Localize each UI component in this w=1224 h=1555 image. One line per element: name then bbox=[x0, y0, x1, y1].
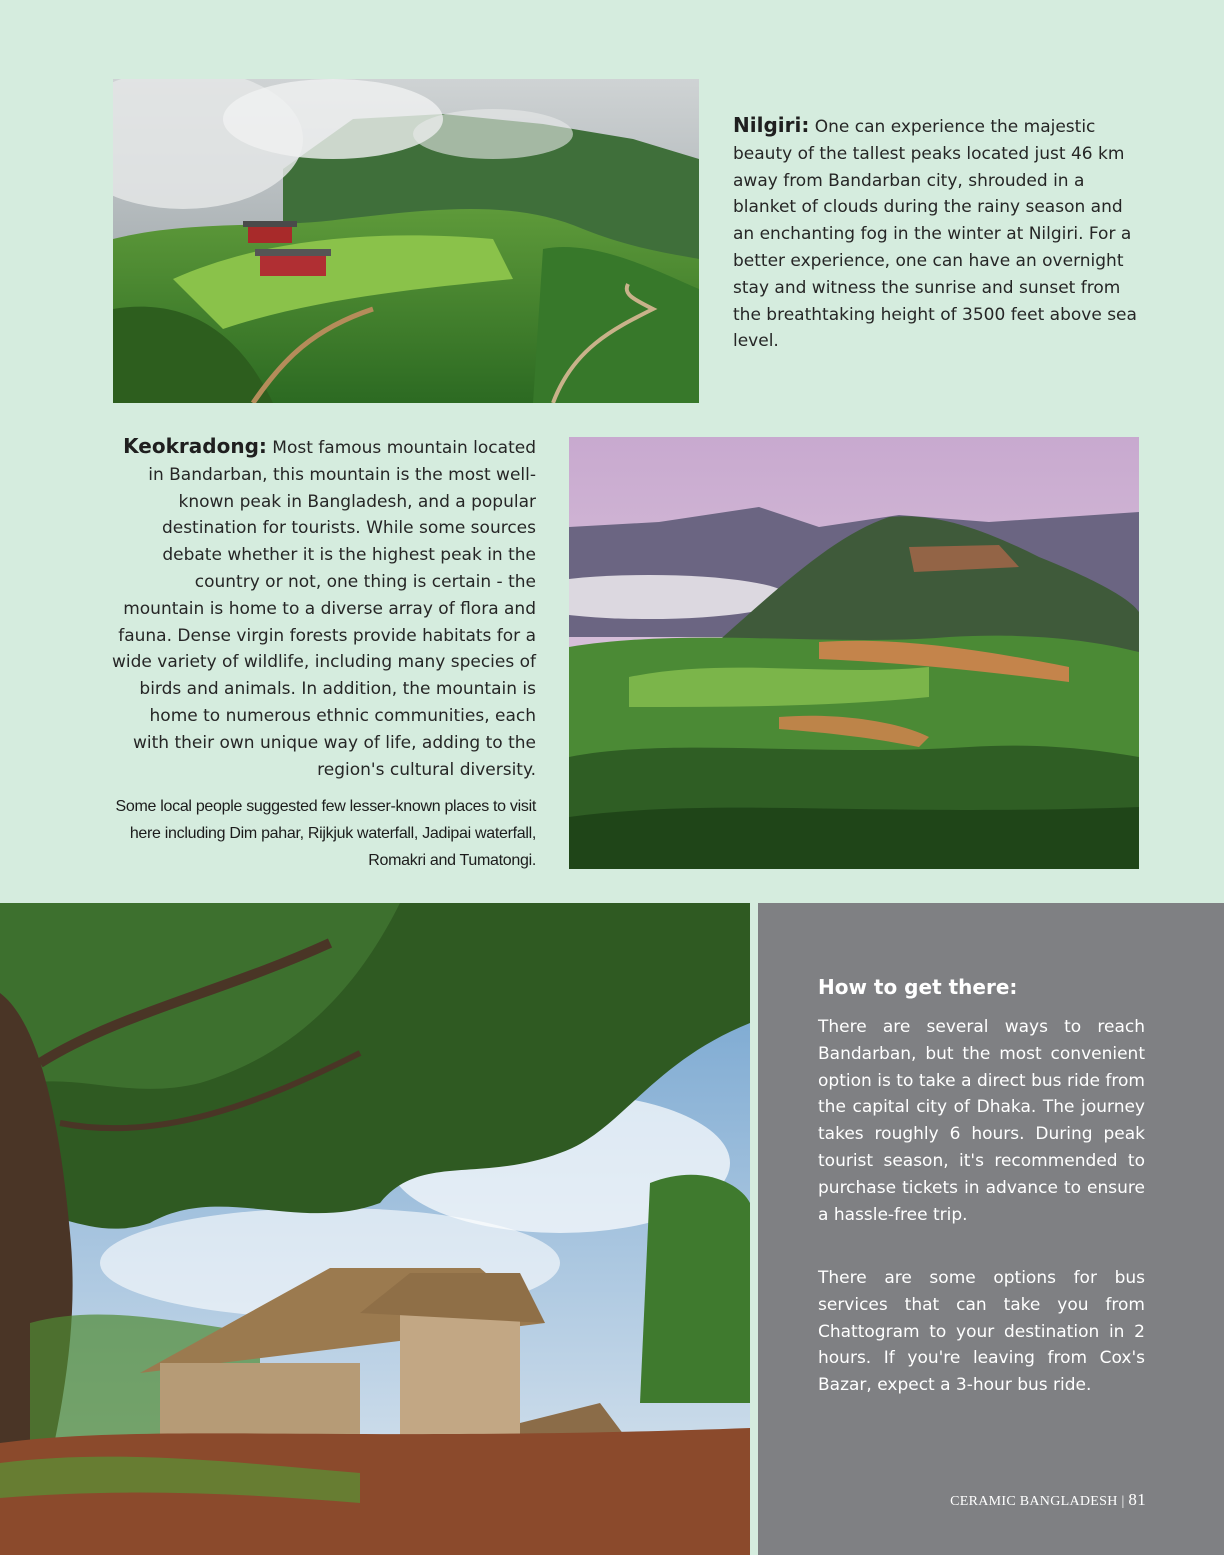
keokradong-body: Most famous mountain located in Bandarban, this mountain is the most well-known peak in Bangladesh, and a popular destination for tourists. While some sources debate whether it is the highest peak in the country or not, one thing is certain - the mountain is home to a diverse array of flora and fauna. Dense virgin forests provide habitats for a wide variety of wildlife, including many species of birds and animals. In addition, the mountain is home to numerous ethnic communities, each with their own unique way of life, adding to the region's cultural diversity. bbox=[112, 438, 537, 780]
magazine-name: CERAMIC BANGLADESH bbox=[950, 1494, 1118, 1509]
nilgiri-body: One can experience the majestic beauty of the tallest peaks located just 46 km away from Bandarban city, shrouded in a blanket of clouds during the rainy season and an enchanting fog in the winter at Nilgiri. For a better experience, one can have an overnight stay and witness the sunrise and sunset from the breathtaking height of 3500 feet above sea level. bbox=[733, 117, 1137, 352]
local-places-note: Some local people suggested few lesser-known places to visit here including Dim pahar, Rijkjuk waterfall, Jadipai waterfall, Romakri and Tumatongi. bbox=[115, 798, 536, 869]
how-to-paragraph-2: There are some options for bus services that can take you from Chattogram to your destination in 2 hours. If you're leaving from Cox's Bazar, expect a 3-hour bus ride. bbox=[818, 1268, 1145, 1396]
nilgiri-title: Nilgiri: bbox=[733, 113, 810, 137]
footer-separator: | bbox=[1121, 1494, 1125, 1509]
keokradong-title: Keokradong: bbox=[123, 434, 267, 458]
how-to-heading: How to get there: bbox=[818, 975, 1018, 999]
page-footer bbox=[950, 1490, 1146, 1510]
page-number: 81 bbox=[1128, 1490, 1146, 1509]
nilgiri-photo bbox=[113, 79, 699, 403]
how-to-get-there-panel bbox=[758, 903, 1224, 1555]
village-hut-photo bbox=[0, 903, 750, 1555]
keokradong-photo bbox=[569, 437, 1139, 869]
keokradong-description bbox=[112, 433, 536, 783]
nilgiri-description bbox=[733, 112, 1148, 355]
how-to-paragraph-1: There are several ways to reach Bandarban, but the most convenient option is to take a direct bus ride from the capital city of Dhaka. The journey takes roughly 6 hours. During peak tourist season, it's recommended to purchase tickets in advance to ensure a hassle-free trip. bbox=[818, 1017, 1145, 1225]
